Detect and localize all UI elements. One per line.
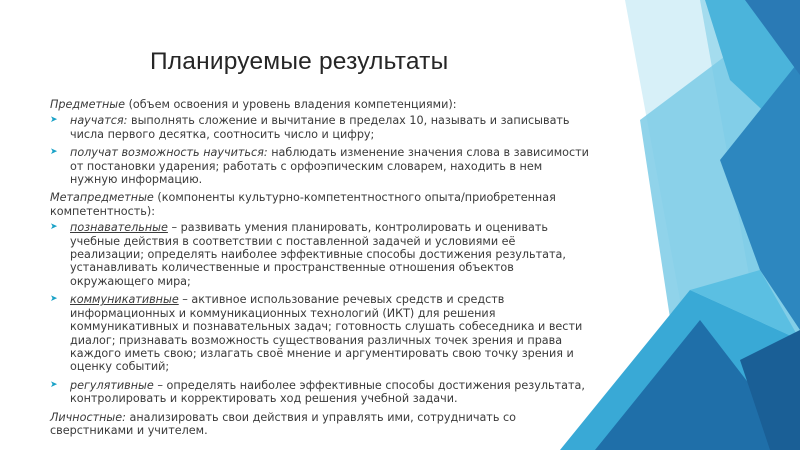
- meta-results-heading: [50, 191, 590, 218]
- list-item: [50, 146, 590, 186]
- arrow-bullet-icon: ➤: [50, 222, 58, 233]
- meta-results-list: [50, 221, 590, 405]
- personal-text: анализировать свои действия и управлять ими, сотрудничать со сверстниками и учителем.: [50, 410, 516, 437]
- list-item: [50, 114, 590, 141]
- item-text: – определять наиболее эффективные способы достижения результата, контролировать и корректировать ход решения учебной задачи.: [70, 378, 585, 406]
- item-lead: коммуникативные: [70, 293, 179, 307]
- meta-heading-note: (компоненты культурно-компетентностного опыта/приобретенная компетентность):: [50, 191, 556, 218]
- arrow-bullet-icon: ➤: [50, 379, 58, 390]
- arrow-bullet-icon: ➤: [50, 147, 58, 158]
- arrow-bullet-icon: ➤: [50, 115, 58, 126]
- item-text: наблюдать изменение значения слова в зависимости от постановки ударения; работать с орфоэпическим словарем, находить в нем нужную информацию.: [70, 146, 589, 187]
- arrow-bullet-icon: ➤: [50, 294, 58, 305]
- slide-body: [50, 98, 590, 440]
- subject-results-heading: [50, 98, 590, 111]
- item-lead: получат возможность научиться:: [70, 146, 268, 160]
- meta-heading-label: Метапредметные: [50, 191, 154, 205]
- item-text: – активное использование речевых средств и средств информационных и коммуникационных технологий (ИКТ) для решения коммуникативных и познавательных задач; готовность слушать собеседника и вести диалог; признавать возможность существования различных точек зрения и права каждого иметь свою; излагать своё мнение и аргументировать свою точку зрения и оценку событий;: [70, 293, 583, 374]
- item-lead: научатся:: [70, 114, 128, 128]
- list-item: [50, 293, 590, 373]
- slide-title: Планируемые результаты: [150, 48, 449, 75]
- personal-results: [50, 411, 590, 438]
- item-lead: регулятивные: [70, 378, 154, 392]
- subject-heading-label: Предметные: [50, 98, 126, 111]
- item-lead: познавательные: [70, 221, 168, 235]
- item-text: выполнять сложение и вычитание в пределах 10, называть и записывать числа первого десятка, соотносить число и цифру;: [70, 114, 570, 141]
- subject-results-list: [50, 114, 590, 186]
- list-item: [50, 379, 590, 406]
- subject-heading-note: (объем освоения и уровень владения компетенциями):: [125, 98, 457, 111]
- list-item: [50, 221, 590, 288]
- personal-heading-label: Личностные:: [50, 410, 126, 424]
- item-text: – развивать умения планировать, контролировать и оценивать учебные действия в соответствии с поставленной задачей и условиями её реализации; определять наиболее эффективные способы достижения результата, устанавливать количественные и пространственные отношения объектов окружающего мира;: [70, 221, 566, 288]
